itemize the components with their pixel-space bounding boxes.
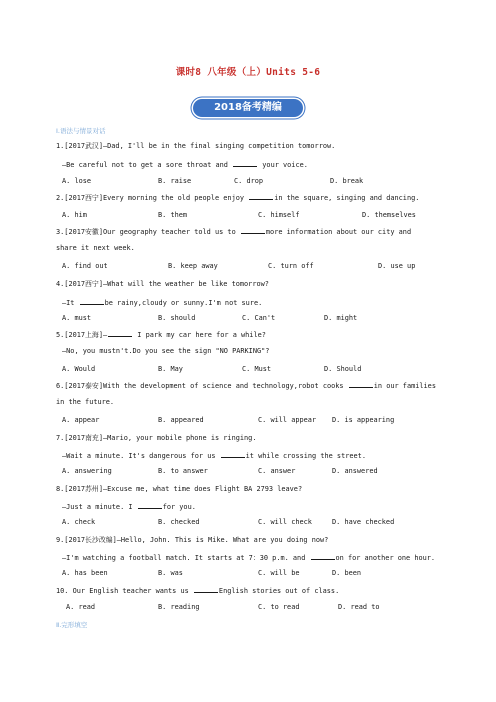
section-heading-grammar: Ⅰ.语法与情景对话	[56, 127, 106, 135]
question-10-stem: 10. Our English teacher wants us English stories out of class.	[56, 587, 340, 595]
option-c: C. drop	[234, 177, 264, 185]
option-b: B. May	[158, 365, 183, 373]
option-c: C. will appear	[258, 416, 317, 424]
option-c: C. Must	[242, 365, 272, 373]
option-b: B. should	[158, 314, 196, 322]
question-1-line2: —Be careful not to get a sore throat and your voice.	[62, 161, 308, 169]
option-a: A. has been	[62, 569, 108, 577]
option-a: A. find out	[62, 262, 108, 270]
option-a: A. appear	[62, 416, 100, 424]
option-b: B. raise	[158, 177, 192, 185]
option-d: D. use up	[378, 262, 416, 270]
answer-blank	[194, 585, 218, 593]
option-c: C. will be	[258, 569, 300, 577]
question-5-line2: —No, you mustn't.Do you see the sign "NO PARKING"?	[62, 347, 270, 355]
answer-blank	[138, 501, 162, 509]
option-c: C. Can't	[242, 314, 276, 322]
answer-blank	[80, 297, 104, 305]
question-7-stem: 7.[2017南充]—Mario, your mobile phone is ringing.	[56, 434, 257, 442]
option-d: D. have checked	[332, 518, 395, 526]
question-2-stem: 2.[2017西宁]Every morning the old people enjoy in the square, singing and dancing.	[56, 194, 420, 202]
option-b: B. was	[158, 569, 183, 577]
option-b: B. them	[158, 211, 188, 219]
page-title: 课时8 八年级（上）Units 5-6	[175, 67, 321, 78]
option-a: A. lose	[62, 177, 92, 185]
option-d: D. Should	[324, 365, 362, 373]
option-b: B. keep away	[168, 262, 218, 270]
question-9-stem: 9.[2017长沙改编]—Hello, John. This is Mike. What are you doing now?	[56, 536, 329, 544]
question-4-line2: —It be rainy,cloudy or sunny.I'm not sure.	[62, 299, 263, 307]
option-a: A. Would	[62, 365, 96, 373]
answer-blank	[221, 450, 245, 458]
question-8-stem: 8.[2017苏州]—Excuse me, what time does Flight BA 2793 leave?	[56, 485, 303, 493]
option-d: D. break	[330, 177, 364, 185]
question-7-line2: —Wait a minute. It's dangerous for us it while crossing the street.	[62, 452, 366, 460]
option-c: C. answer	[258, 467, 296, 475]
option-b: B. reading	[158, 603, 200, 611]
option-b: B. appeared	[158, 416, 204, 424]
section-heading-cloze: Ⅱ.完形填空	[56, 621, 88, 629]
option-d: D. is appearing	[332, 416, 395, 424]
question-3-stem-cont: share it next week.	[56, 244, 135, 252]
option-a: A. read	[66, 603, 96, 611]
question-6-stem-cont: in the future.	[56, 398, 115, 406]
option-d: D. themselves	[362, 211, 416, 219]
answer-blank	[108, 329, 132, 337]
option-c: C. will check	[258, 518, 312, 526]
option-a: A. check	[62, 518, 96, 526]
option-a: A. him	[62, 211, 87, 219]
option-a: A. must	[62, 314, 92, 322]
option-d: D. answered	[332, 467, 378, 475]
option-c: C. himself	[258, 211, 300, 219]
question-9-line2: —I'm watching a football match. It starts at 7：30 p.m. and on for another one hour.	[62, 554, 436, 562]
answer-blank	[249, 192, 273, 200]
option-c: C. turn off	[268, 262, 314, 270]
answer-blank	[233, 159, 257, 167]
question-4-stem: 4.[2017西宁]—What will the weather be like tomorrow?	[56, 280, 269, 288]
option-b: B. to answer	[158, 467, 208, 475]
option-d: D. read to	[338, 603, 380, 611]
question-5-stem: 5.[2017上海]— I park my car here for a while?	[56, 331, 266, 339]
answer-blank	[349, 380, 373, 388]
option-d: D. been	[332, 569, 362, 577]
question-8-line2: —Just a minute. I for you.	[62, 503, 196, 511]
question-3-stem: 3.[2017安徽]Our geography teacher told us to more information about our city and	[56, 228, 412, 236]
option-a: A. answering	[62, 467, 112, 475]
option-c: C. to read	[258, 603, 300, 611]
question-6-stem: 6.[2017泰安]With the development of science and technology,robot cooks in our families	[56, 382, 436, 390]
answer-blank	[311, 552, 335, 560]
answer-blank	[241, 226, 265, 234]
option-b: B. checked	[158, 518, 200, 526]
question-1-stem: 1.[2017武汉]—Dad, I'll be in the final singing competition tomorrow.	[56, 142, 336, 150]
exam-banner: 2018备考精编	[193, 99, 303, 117]
option-d: D. might	[324, 314, 358, 322]
